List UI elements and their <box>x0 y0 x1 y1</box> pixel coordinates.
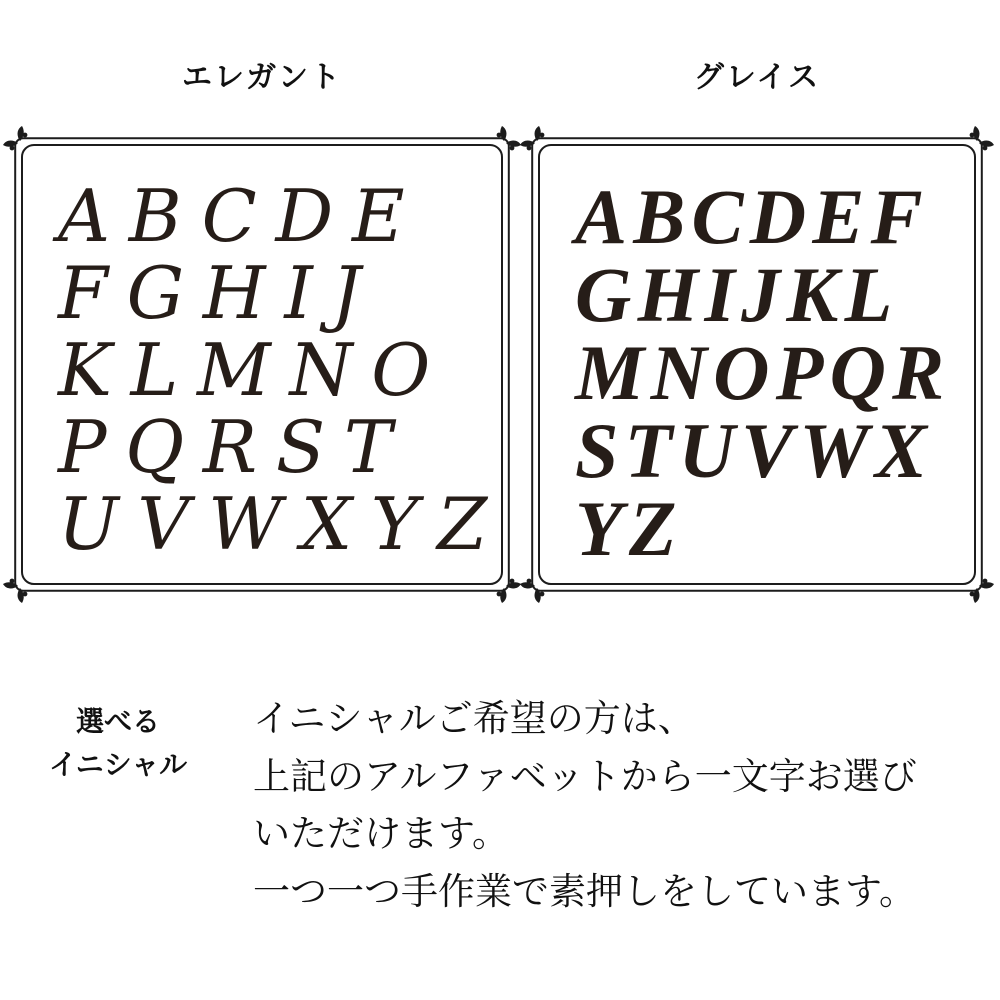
font-sample-panel-grace <box>531 137 983 592</box>
description-line: 一つ一つ手作業で素押しをしています。 <box>253 869 917 913</box>
alphabet-row: KLMNO <box>58 327 449 412</box>
initial-option-label <box>36 700 200 786</box>
description-line: 上記のアルファベットから一文字お選び <box>253 754 917 798</box>
alphabet-row: UVWXYZ <box>58 481 506 566</box>
alphabet-grid-grace <box>575 173 971 572</box>
alphabet-row: YZ <box>575 485 683 572</box>
alphabet-row: ABCDEF <box>575 173 929 260</box>
label-line: 選べる <box>75 705 160 738</box>
alphabet-row: MNOPQR <box>575 329 951 416</box>
alphabet-row: FGHIJ <box>58 251 380 336</box>
description-line: イニシャルご希望の方は、 <box>253 697 695 740</box>
alphabet-row: STUVWX <box>575 407 934 494</box>
alphabet-row: GHIJKL <box>575 251 899 338</box>
alphabet-row: PQRST <box>58 404 411 489</box>
font-title-elegant: エレガント <box>182 60 342 95</box>
description-line: いただけます。 <box>253 812 510 855</box>
label-line: イニシャル <box>48 748 188 781</box>
font-title-grace: グレイス <box>693 60 821 95</box>
alphabet-row: ABCDE <box>58 174 424 259</box>
alphabet-grid-elegant <box>58 174 506 566</box>
initial-description <box>253 690 973 920</box>
font-sample-panel-elegant <box>14 137 510 592</box>
